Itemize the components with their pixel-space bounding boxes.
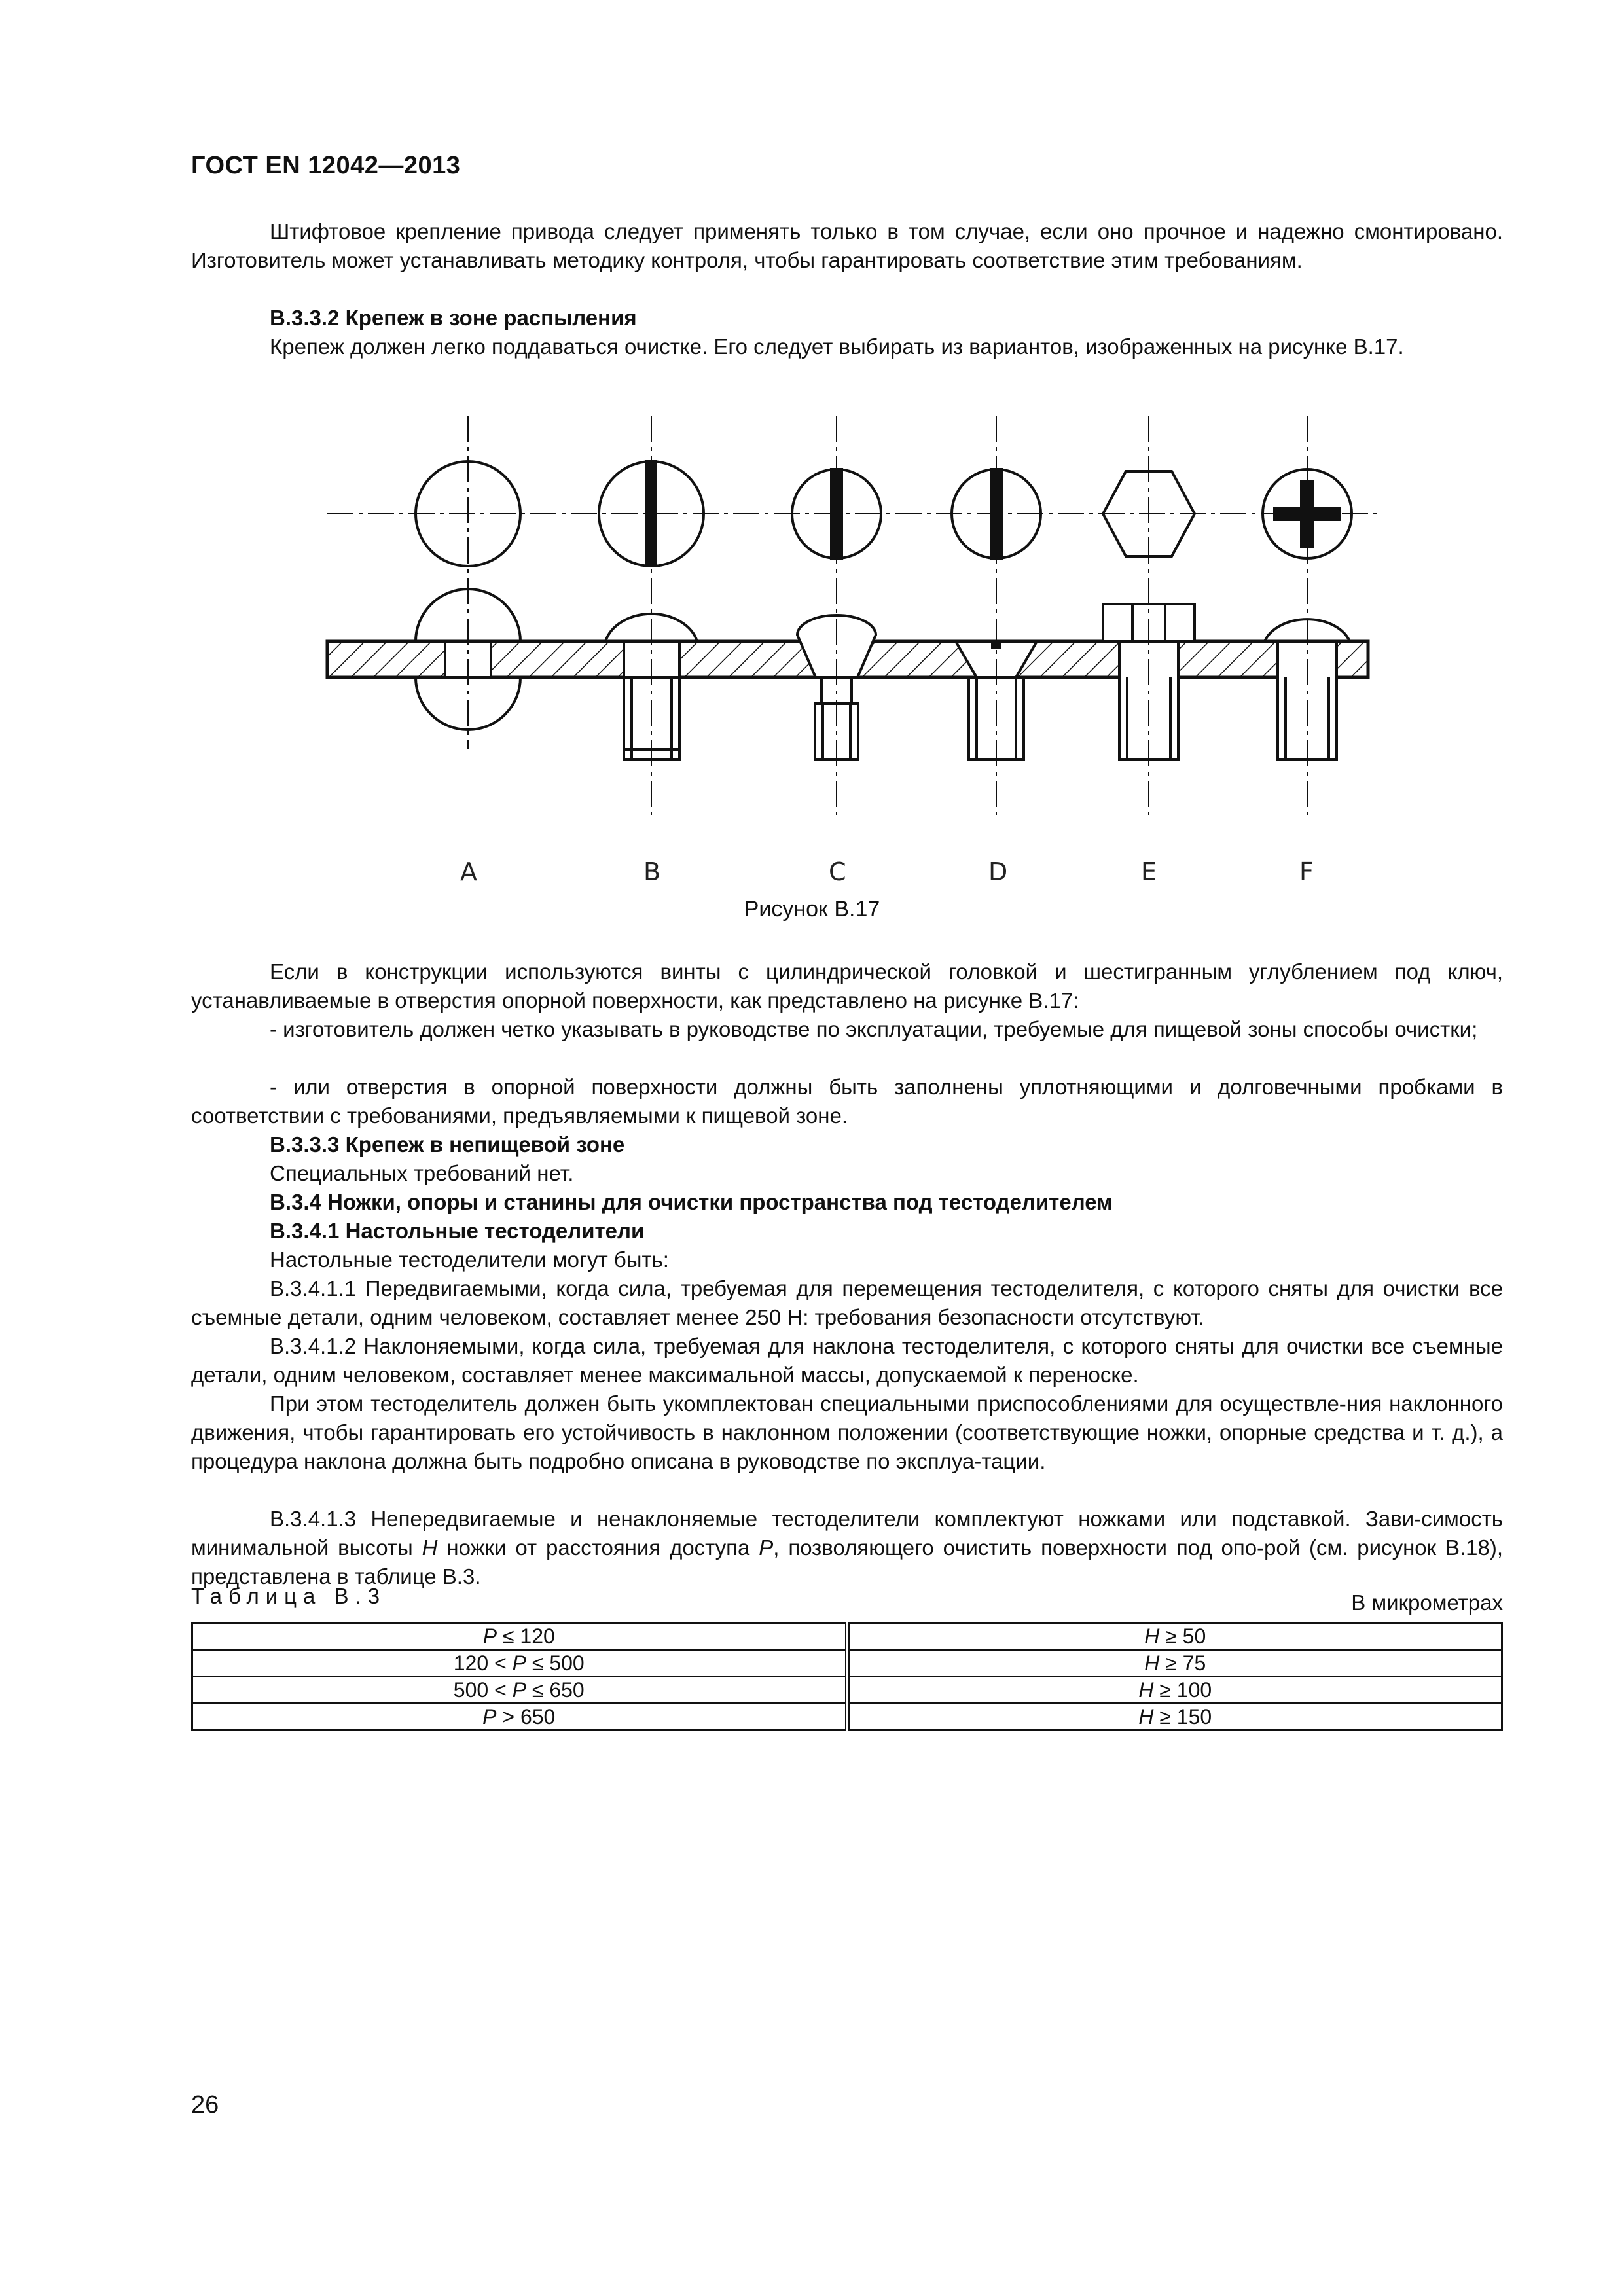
paragraph-b3413: В.3.4.1.3 Непередвигаемые и ненаклоняемые тестоделители комплектуют ножками или подставкой. Зави-симость минимальной высоты H ножки от расстояния доступа P, позволяющего очистить поверхности под опо-рой (см. рисунок В.18), представлена в таблице В.3.: [191, 1507, 1503, 1588]
heading-b333: В.3.3.3 Крепеж в непищевой зоне: [270, 1132, 625, 1157]
table-row: [192, 1704, 1502, 1731]
table-cell-h: H ≥ 100: [847, 1677, 1502, 1704]
table-row: [192, 1623, 1502, 1650]
table-cell-p: 500 < P ≤ 650: [192, 1677, 848, 1704]
table-row: [192, 1650, 1502, 1677]
table-cell-p: P ≤ 120: [192, 1623, 848, 1650]
list-item-plugs: - или отверстия в опорной поверхности должны быть заполнены уплотняющими и долговечными пробками в соответствии с требованиями, предъявляемыми к пищевой зоне.: [191, 1075, 1503, 1128]
table-cell-h: H ≥ 50: [847, 1623, 1502, 1650]
paragraph-fastener-cleaning: Крепеж должен легко поддаваться очистке. Его следует выбирать из вариантов, изображенных на рисунке В.17.: [270, 334, 1404, 359]
heading-b332: В.3.3.2 Крепеж в зоне распыления: [270, 306, 637, 330]
paragraph-tilting-devices: При этом тестоделитель должен быть укомплектован специальными приспособлениями для осуществле-ния наклонного движения, чтобы гарантировать его устойчивость в наклонном положении (соответствующие ножки, опорные средства и т. д.), а процедура наклона должна быть подробно описана в руководстве по эксплуа-тации.: [191, 1391, 1503, 1473]
figure-label-f: F: [1299, 857, 1314, 886]
page-number: 26: [191, 2091, 219, 2119]
figure-caption: Рисунок В.17: [744, 897, 880, 922]
table-unit: В микрометрах: [1351, 1590, 1503, 1615]
document-header: ГОСТ EN 12042—2013: [191, 152, 461, 179]
list-item-manufacturer-instructions: - изготовитель должен четко указывать в руководстве по эксплуатации, требуемые для пищевой зоны способы очистки;: [270, 1017, 1478, 1041]
figure-label-d: D: [988, 857, 1008, 886]
figure-label-e: E: [1141, 857, 1157, 886]
paragraph-tabletop-types: Настольные тестоделители могут быть:: [270, 1247, 669, 1272]
figure-label-b: B: [643, 857, 661, 886]
table-cell-p: P > 650: [192, 1704, 848, 1731]
table-row: [192, 1677, 1502, 1704]
table-cell-h: H ≥ 150: [847, 1704, 1502, 1731]
table-b3: [191, 1622, 1503, 1731]
figure-label-a: A: [460, 857, 477, 886]
table-cell-h: H ≥ 75: [847, 1650, 1502, 1677]
paragraph-drive-mounting: Штифтовое крепление привода следует применять только в том случае, если оно прочное и надежно смонтировано. Изготовитель может устанавливать методику контроля, чтобы гарантировать соответствие этим требованиям.: [191, 219, 1503, 272]
figure-label-c: C: [829, 857, 846, 886]
paragraph-hex-socket-screws: Если в конструкции используются винты с цилиндрической головкой и шестигранным углублением под ключ, устанавливаемые в отверстия опорной поверхности, как представлено на рисунке В.17:: [191, 960, 1503, 1013]
table-cell-p: 120 < P ≤ 500: [192, 1650, 848, 1677]
paragraph-b3412: В.3.4.1.2 Наклоняемыми, когда сила, требуемая для наклона тестоделителя, с которого сняты для очистки все съемные детали, одним человеком, составляет менее максимальной массы, допускаемой к переноске.: [191, 1334, 1503, 1387]
heading-b34: В.3.4 Ножки, опоры и станины для очистки пространства под тестоделителем: [270, 1190, 1113, 1214]
fastener-figure: [308, 409, 1388, 893]
table-title: Таблица В.3: [191, 1584, 387, 1608]
paragraph-no-requirements: Специальных требований нет.: [270, 1161, 574, 1185]
paragraph-b3411: В.3.4.1.1 Передвигаемыми, когда сила, требуемая для перемещения тестоделителя, с которого сняты для очистки все съемные детали, одним человеком, составляет менее 250 Н: требования безопасности отсутствуют.: [191, 1276, 1503, 1329]
heading-b341: В.3.4.1 Настольные тестоделители: [270, 1219, 645, 1243]
